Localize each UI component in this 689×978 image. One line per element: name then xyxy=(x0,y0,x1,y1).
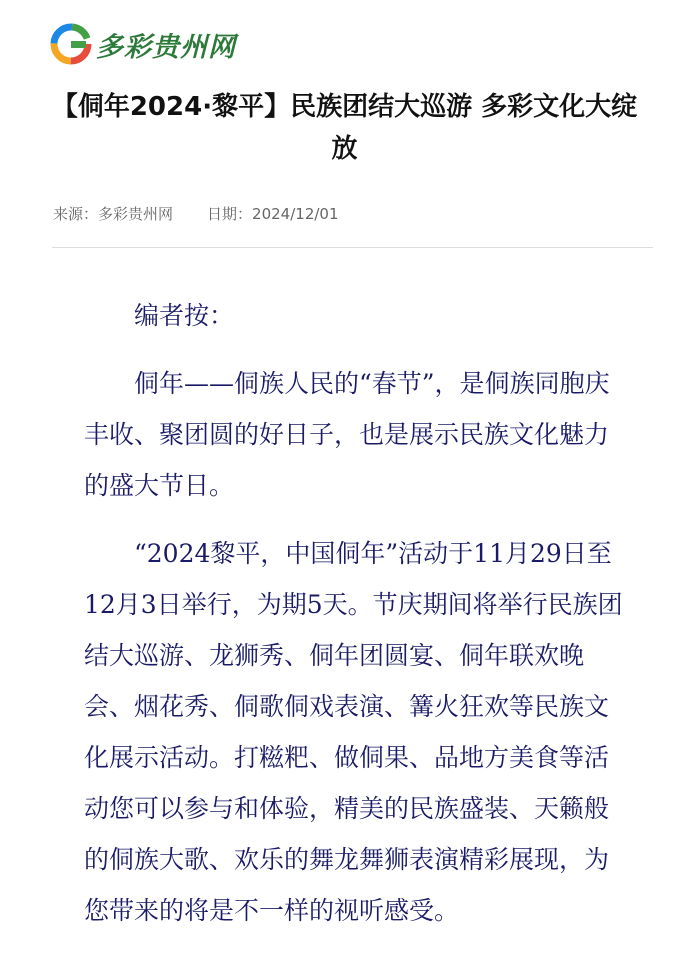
article-meta xyxy=(53,203,339,224)
divider xyxy=(52,247,653,248)
site-header xyxy=(50,20,236,68)
article-title: 【侗年2024·黎平】民族团结大巡游 多彩文化大绽放 xyxy=(51,92,638,164)
article-body xyxy=(84,290,624,953)
article-paragraph: 侗年——侗族人民的“春节”，是侗族同胞庆丰收、聚团圆的好日子，也是展示民族文化魅力的盛大节日。 xyxy=(84,369,610,500)
editor-note-heading: 编者按： xyxy=(134,301,235,330)
site-logo-icon[interactable] xyxy=(50,23,92,65)
date-label: 日期： xyxy=(207,205,253,223)
source-label: 来源： xyxy=(53,205,99,223)
source-value: 多彩贵州网 xyxy=(98,205,174,223)
site-logo-text[interactable]: 多彩贵州网 xyxy=(96,31,236,63)
article-paragraph: “2024黎平，中国侗年”活动于11月29日至12月3日举行，为期5天。节庆期间将举行民族团结大巡游、龙狮秀、侗年团圆宴、侗年联欢晚会、烟花秀、侗歌侗戏表演、篝火狂欢等民族文化展示活动。打糍粑、做侗果、品地方美食等活动您可以参与和体验，精美的民族盛装、天籁般的侗族大歌、欢乐的舞龙舞狮表演精彩展现，为您带来的将是不一样的视听感受。 xyxy=(84,539,623,925)
date-value: 2024/12/01 xyxy=(252,205,339,223)
